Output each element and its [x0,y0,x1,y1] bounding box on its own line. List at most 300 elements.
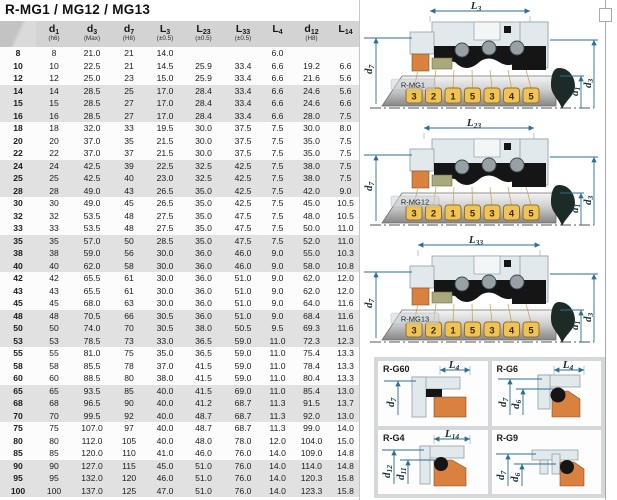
table-cell: 15.8 [337,485,354,496]
table-cell: 21 [124,48,134,58]
housing-shape [538,375,550,409]
table-cell: 62.0 [303,273,320,283]
dim-label-L4: L4 [562,361,573,372]
table-cell: 53 [13,335,23,346]
table-cell: 35 [124,135,134,146]
table-cell: 30.0 [156,285,174,296]
table-cell: 12.0 [337,273,354,283]
table-cell: 78.5 [83,335,101,346]
table-cell: 38.0 [303,173,320,183]
table-cell: 32.5 [195,173,212,183]
col-header-L14: L14 [331,21,360,47]
table-cell: 48.0 [195,435,212,446]
table-row [0,460,360,473]
table-cell: 21 [124,60,134,71]
seat-name-label: R-G4 [383,432,405,443]
table-cell: 104.0 [300,435,323,446]
table-cell: 46.0 [234,260,252,271]
table-cell: 68.4 [303,310,320,321]
dim-label-d1: d1 [569,320,582,330]
table-cell: 35.0 [156,348,174,358]
dim-label-d7: d7 [363,64,376,74]
table-cell: 42.5 [234,185,252,196]
table-cell: 45.0 [303,198,320,208]
table-cell: 22 [49,148,59,158]
table-row [0,360,360,373]
table-cell: 13.0 [337,410,354,421]
table-cell: 48 [49,310,59,321]
table-cell: 62.0 [83,260,101,271]
table-cell [331,47,360,60]
seal-part-number: 5 [528,325,534,337]
table-cell: 15 [49,98,59,108]
table-cell: 6.6 [271,110,284,121]
table-cell: 51.0 [234,273,252,283]
table-cell: 14.0 [269,448,286,458]
table-cell: 35.0 [195,198,212,208]
table-cell: 55.0 [303,248,320,258]
table-cell: 39 [124,160,134,171]
table-row [0,285,360,298]
table-cell: 137.0 [81,485,103,496]
table-cell: 80.4 [303,373,320,383]
table-cell: 28.5 [83,85,101,96]
table-cell: 110 [122,448,136,458]
table-cell: 26.5 [156,198,174,208]
table-row [0,260,360,273]
seal-part-number: 3 [489,91,495,103]
table-cell: 13.0 [337,385,354,396]
drive-ring-shape [432,292,452,303]
table-cell: 50 [124,235,134,246]
table-cell: 76.0 [234,460,252,471]
table-cell: 60 [49,373,59,383]
table-cell: 59.0 [234,348,252,358]
table-cell: 59.0 [83,248,101,258]
table-row [0,322,360,335]
table-cell: 9.0 [339,185,352,196]
table-cell: 10 [13,60,23,71]
table-cell: 74.0 [83,323,101,333]
dim-label-d7: d7 [385,397,398,407]
table-row [0,47,360,60]
table-cell: 6.0 [271,48,284,58]
table-cell: 76.0 [234,473,252,483]
table-row [0,222,360,235]
table-cell: 11.3 [269,423,286,433]
collar-shape [474,256,500,274]
dim-label-d6: d6 [508,472,522,482]
seat-name-label: R-G6 [496,364,519,374]
table-cell: 85 [124,385,134,396]
seal-part-number: 5 [528,91,534,103]
table-cell: 42.5 [234,160,252,171]
table-cell: 27.5 [156,210,174,221]
table-cell: 15.0 [156,73,174,83]
table-cell: 35.0 [195,235,212,246]
spring-icon [510,275,524,289]
table-cell: 40.0 [156,435,174,446]
table-cell: 7.5 [271,185,284,196]
table-cell: 6.6 [271,85,284,96]
table-cell: 14 [13,85,23,96]
table-cell: 9.0 [271,260,284,271]
table-cell: 38.0 [195,323,212,333]
table-cell: 9.0 [271,248,284,258]
seal-face-shape [434,397,466,417]
table-row [0,485,360,498]
table-cell: 51.0 [195,485,212,496]
table-cell: 11.0 [269,360,286,371]
table-cell: 51.0 [195,473,212,483]
seal-part-number: 3 [411,91,417,103]
table-cell: 25 [13,173,23,183]
seat-drawing [492,361,601,423]
spring-icon [455,277,469,291]
table-row [0,372,360,385]
table-cell: 36.5 [195,335,212,346]
table-cell: 28 [13,185,23,196]
table-cell: 112.0 [81,435,103,446]
table-cell: 36.0 [195,273,212,283]
table-cell: 37.5 [234,123,252,133]
table-cell: 43 [124,185,134,196]
table-cell: 57.0 [83,235,101,246]
table-cell: 11.0 [269,335,286,346]
table-cell: 51.0 [195,460,212,471]
dim-label-d7: d7 [496,397,510,407]
table-cell: 38 [13,248,23,258]
table-row [0,435,360,448]
table-cell: 28.4 [195,85,212,96]
table-cell: 6.6 [271,60,284,71]
table-cell: 127.0 [81,460,103,471]
col-header-d3: d3 (Max) [72,21,112,47]
table-cell: 45.0 [156,460,174,471]
table-cell: 11.0 [269,373,286,383]
table-cell: 48 [124,210,134,221]
table-cell: 28.4 [195,110,212,121]
model-label: R-MG1 [400,80,426,90]
table-cell: 51.0 [234,298,252,308]
table-cell: 41.0 [156,448,174,458]
table-cell: 100 [10,485,26,496]
seat-detail-r-g9 [492,430,602,495]
dim-label-d7: d7 [363,298,376,308]
table-cell: 105 [121,435,137,446]
table-cell: 10.5 [337,198,354,208]
table-cell: 35 [49,235,59,246]
table-cell: 42.5 [234,173,252,183]
seat-drawing [378,361,487,423]
table-cell: 64.0 [303,298,320,308]
dim-label-d1: d1 [569,86,582,96]
table-cell: 59.0 [234,360,252,371]
table-cell: 47.5 [234,223,252,233]
table-cell: 12.3 [337,335,354,346]
table-cell: 76.0 [234,485,252,496]
seal-part-number: 4 [508,325,515,337]
table-row [0,472,360,485]
table-cell: 68.7 [234,398,252,408]
table-cell: 33.4 [234,98,252,108]
table-cell: 37.0 [83,148,101,158]
table-cell: 33 [13,223,23,233]
table-cell: 25.9 [195,73,212,83]
table-cell: 37.5 [234,148,252,158]
seal-diagram-r-mg1 [362,2,605,119]
table-cell: 59.0 [234,373,252,383]
seal-part-number: 1 [450,208,456,220]
oring-shape [550,388,565,403]
table-cell: 50.0 [303,223,320,233]
table-cell [184,47,223,60]
table-cell: 11.6 [337,310,354,321]
table-cell: 14.8 [337,448,354,458]
table-cell: 45 [49,298,59,308]
table-cell: 37.0 [156,360,174,371]
table-cell: 35.0 [195,223,212,233]
table-cell: 28 [49,185,59,196]
seal-part-number: 3 [489,208,495,220]
table-cell: 13.7 [337,398,354,408]
table-cell: 78.0 [234,435,252,446]
table-cell: 63 [124,298,134,308]
table-cell: 80 [124,373,134,383]
spring-icon [510,41,524,55]
table-cell: 107.0 [81,423,103,433]
table-row [0,335,360,348]
table-cell: 27 [124,98,134,108]
table-cell: 85.4 [303,385,320,396]
spring-icon [482,158,496,172]
table-cell: 21.6 [303,73,320,83]
table-cell: 53 [49,335,59,346]
table-cell: 61 [124,285,134,296]
table-cell: 14.0 [337,423,354,433]
table-cell: 10.5 [337,210,354,221]
table-cell: 51.0 [234,285,252,296]
table-cell: 52.0 [303,235,320,246]
table-cell: 8.0 [339,123,352,133]
seal-part-number: 5 [469,208,476,220]
table-cell: 37 [124,148,134,158]
table-cell: 85 [13,448,23,458]
table-cell: 70 [124,323,134,333]
table-cell: 30 [49,198,59,208]
table-cell: 21.5 [156,135,174,146]
table-cell: 33.4 [234,110,252,121]
table-cell: 23 [124,73,134,83]
table-row [0,160,360,173]
table-cell: 28.5 [83,110,101,121]
table-cell: 115 [122,460,136,471]
table-cell: 19.2 [303,60,320,71]
table-cell: 49.0 [83,185,101,196]
table-row [0,85,360,98]
table-cell: 14.8 [337,460,354,471]
table-cell: 78 [124,360,134,371]
table-cell: 12.0 [337,285,354,296]
table-cell: 114.0 [301,460,322,471]
table-row [0,97,360,110]
table-cell: 23.0 [156,173,174,183]
col-header-L23: L23 (±0.5) [184,21,223,47]
oring-shape [560,460,574,474]
table-cell: 40 [124,173,134,183]
table-cell: 32.5 [195,160,212,171]
table-cell: 24.6 [303,98,320,108]
table-cell: 28.4 [195,98,212,108]
table-cell: 7.5 [271,210,284,221]
table-cell: 18 [13,123,23,133]
table-cell: 40 [13,260,23,271]
table-cell: 40 [49,260,59,271]
dim-label-d7: d7 [363,181,376,191]
dim-label-d1: d1 [569,203,582,213]
table-cell: 42 [49,273,59,283]
table-cell: 70.5 [83,310,101,321]
table-cell: 35.0 [303,148,320,158]
col-header-L4: L4 [263,21,292,47]
spring-icon [482,41,496,55]
table-cell: 5.6 [339,73,352,83]
table-row [0,385,360,398]
table-cell: 68.7 [234,410,252,421]
table-cell: 62.0 [303,285,320,296]
table-cell: 99.5 [83,410,101,421]
page-title: R-MG1 / MG12 / MG13 [5,2,151,17]
table-cell: 10.8 [337,260,354,271]
table-cell: 91.5 [303,398,320,408]
table-cell: 85 [49,448,59,458]
table-cell: 30.0 [156,248,174,258]
table-cell: 7.5 [271,123,284,133]
table-cell: 43 [13,285,23,296]
col-header-d12: d12 (H8) [292,21,331,47]
table-cell: 55 [13,348,23,358]
table-cell: 20 [49,135,59,146]
table-row [0,447,360,460]
table-cell: 47.5 [234,235,252,246]
table-row [0,197,360,210]
table-cell: 7.5 [271,135,284,146]
table-cell: 68.7 [234,423,252,433]
table-cell: 12 [13,73,23,83]
table-cell: 24.6 [303,85,320,96]
col-header-d7: d7 (H8) [112,21,146,47]
table-cell: 70 [49,410,59,421]
seal-part-number: 1 [450,325,456,337]
table-cell: 48.0 [303,210,320,221]
table-cell: 41.2 [195,398,212,408]
table-cell: 30.5 [156,323,174,333]
table-cell [223,47,263,60]
table-cell: 59.0 [234,335,252,346]
table-cell: 68.0 [83,298,101,308]
table-cell: 46.0 [195,448,212,458]
table-cell: 56 [124,248,134,258]
table-row [0,247,360,260]
table-cell: 55 [49,348,59,358]
table-cell: 7.5 [339,135,352,146]
table-cell: 7.5 [271,235,284,246]
table-cell: 11.0 [269,348,286,358]
table-cell: 42 [13,273,23,283]
table-cell: 25.0 [83,73,101,83]
table-cell: 92.0 [303,410,320,421]
seal-part-number: 2 [430,208,437,220]
table-cell: 30.0 [195,135,212,146]
corner-header-cell [0,21,36,47]
table-cell: 58 [124,260,134,271]
table-cell: 10.3 [337,248,354,258]
dim-label-d3: d3 [582,312,595,322]
table-row [0,147,360,160]
table-cell: 41.5 [195,360,212,371]
table-cell: 11.3 [269,410,286,421]
table-cell: 53.5 [83,223,101,233]
table-cell: 7.5 [339,173,352,183]
table-cell: 28.0 [303,110,320,121]
table-cell: 90 [13,460,23,471]
table-cell: 20 [13,135,23,146]
table-cell: 45 [13,298,23,308]
table-cell: 80 [13,435,23,446]
dim-label-L: L3 [470,2,482,13]
table-cell: 69.0 [234,385,252,396]
table-cell: 17.0 [156,98,174,108]
table-row [0,310,360,323]
seat-name-label: R-G60 [383,364,410,374]
table-row [0,172,360,185]
dim-label-d11: d11 [395,466,408,480]
table-cell: 81.0 [83,348,101,358]
seal-part-number: 5 [469,325,476,337]
dim-label-L: L33 [468,236,484,247]
collar-shape [474,139,500,157]
header-row [0,21,360,47]
table-cell: 15 [13,98,23,108]
table-cell: 7.5 [339,148,352,158]
table-row [0,235,360,248]
housing-shape [412,377,426,417]
table-cell: 9.0 [271,310,284,321]
table-row [0,397,360,410]
table-cell: 70 [13,410,23,421]
table-row [0,135,360,148]
table-body [0,47,360,497]
table-cell: 9.0 [271,298,284,308]
table-cell: 73 [124,335,134,346]
table-cell: 35 [13,235,23,246]
table-cell: 28.5 [156,235,174,246]
table-cell: 66 [124,310,134,321]
table-cell: 33.4 [234,60,252,71]
badge-leader-line [472,70,473,88]
table-cell: 5.6 [339,85,352,96]
spring-icon [482,275,496,289]
seal-face-shape [412,171,429,188]
seal-face-shape [412,288,429,305]
table-cell: 17.0 [156,85,174,96]
table-cell: 6.6 [339,98,352,108]
table-cell: 36.0 [195,248,212,258]
table-cell: 33 [49,223,59,233]
table-cell: 48 [124,223,134,233]
table-cell: 7.5 [271,173,284,183]
table-cell: 53.5 [83,210,101,221]
